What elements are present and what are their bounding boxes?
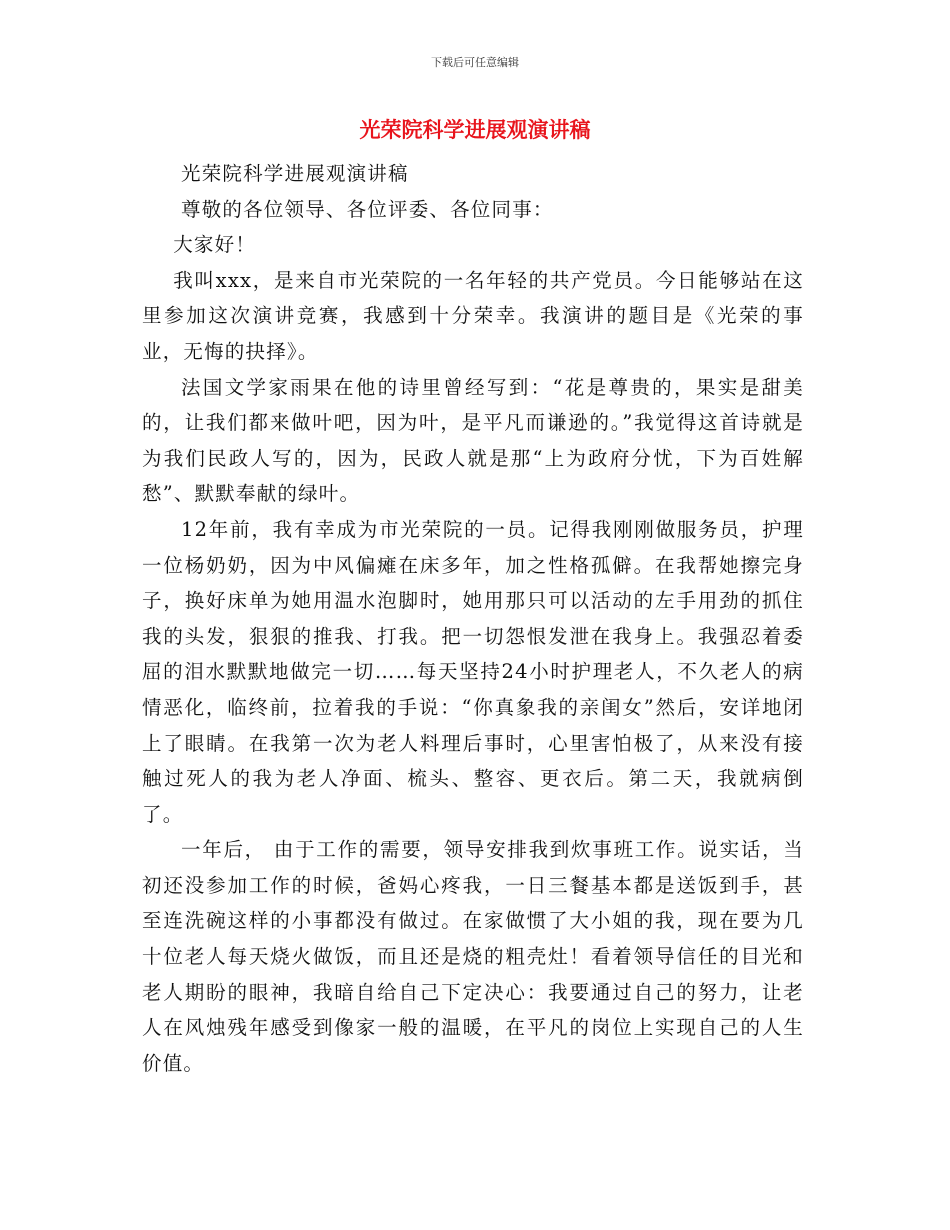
paragraph-salutation: 尊敬的各位领导、各位评委、各位同事： (181, 197, 554, 221)
document-body (142, 156, 804, 1081)
paragraph-subtitle: 光荣院科学进展观演讲稿 (181, 162, 409, 185)
paragraph-hugo-quote: 法国文学家雨果在他的诗里曾经写到：“花是尊贵的，果实是甜美的，让我们都来做叶吧，因为叶，是平凡而谦逊的。”我觉得这首诗就是为我们民政人写的，因为，民政人就是那“上为政府分忧，下为百姓解愁”、默默奉献的绿叶。 (142, 375, 804, 506)
paragraph-one-year-later: 一年后， 由于工作的需要，领导安排我到炊事班工作。说实话，当初还没参加工作的时候，爸妈心疼我，一日三餐基本都是送饭到手，甚至连洗碗这样的小事都没有做过。在家做惯了大小姐的我，现在要为几十位老人每天烧火做饭，而且还是烧的粗壳灶！看着领导信任的目光和老人期盼的眼神，我暗自给自己下定决心：我要通过自己的努力，让老人在风烛残年感受到像家一般的温暖，在平凡的岗位上实现自己的人生价值。 (142, 838, 804, 1075)
paragraph-greeting: 大家好！ (173, 233, 256, 257)
document-title: 光荣院科学进展观演讲稿 (359, 118, 591, 142)
paragraph-introduction: 我叫xxx，是来自市光荣院的一名年轻的共产党员。今日能够站在这里参加这次演讲竞赛，我感到十分荣幸。我演讲的题目是《光荣的事业，无悔的抉择》。 (142, 268, 804, 363)
header-note: 下载后可任意编辑 (431, 56, 519, 69)
paragraph-twelve-years: 12年前，我有幸成为市光荣院的一员。记得我刚刚做服务员，护理一位杨奶奶，因为中风偏瘫在床多年，加之性格孤僻。在我帮她擦完身子，换好床单为她用温水泡脚时，她用那只可以活动的左手用劲的抓住我的头发，狠狠的推我、打我。把一切怨恨发泄在我身上。我强忍着委屈的泪水默默地做完一切……每天坚持24小时护理老人，不久老人的病情恶化，临终前，拉着我的手说：“你真象我的亲闺女”然后，安详地闭上了眼睛。在我第一次为老人料理后事时，心里害怕极了，从来没有接触过死人的我为老人净面、梳头、整容、更衣后。第二天，我就病倒了。 (142, 517, 804, 826)
